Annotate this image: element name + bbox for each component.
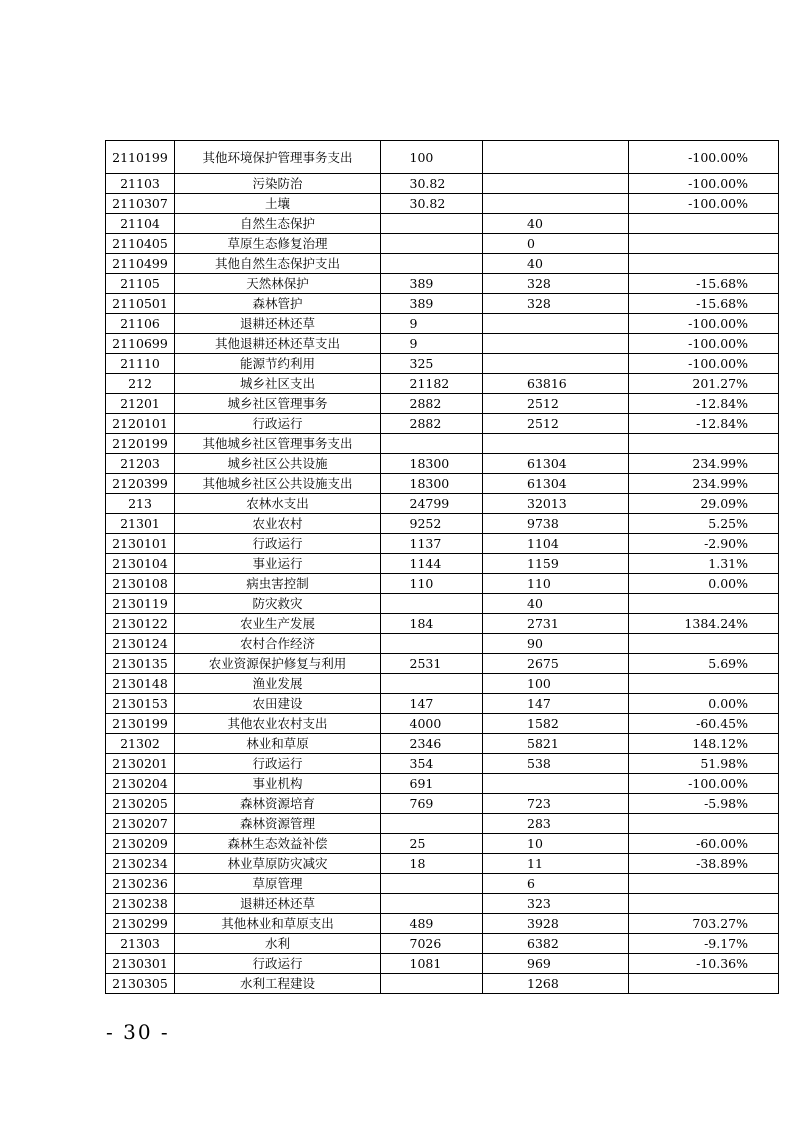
cell-value-1-text: 389 — [409, 276, 434, 291]
cell-name: 城乡社区管理事务 — [175, 394, 381, 414]
cell-value-1-text: 354 — [409, 756, 434, 771]
cell-value-1-text: 9 — [409, 316, 418, 331]
cell-value-2: 323 — [483, 894, 629, 914]
cell-name: 其他城乡社区公共设施支出 — [175, 474, 381, 494]
cell-value-1-text: 18300 — [409, 456, 450, 471]
cell-change-percent: -12.84% — [629, 414, 779, 434]
cell-value-1 — [381, 141, 483, 174]
cell-value-1 — [381, 534, 483, 554]
cell-change-percent: -60.00% — [629, 834, 779, 854]
cell-code: 2130101 — [106, 534, 175, 554]
cell-change-percent: -15.68% — [629, 274, 779, 294]
cell-value-1-text: 9252 — [409, 516, 442, 531]
cell-value-2: 328 — [483, 274, 629, 294]
cell-name: 农田建设 — [175, 694, 381, 714]
table-row — [106, 654, 779, 674]
cell-name: 林业和草原 — [175, 734, 381, 754]
table-body — [106, 141, 779, 994]
cell-value-1 — [381, 874, 483, 894]
cell-value-1-text: 25 — [409, 836, 426, 851]
cell-code: 2130199 — [106, 714, 175, 734]
cell-value-1 — [381, 754, 483, 774]
cell-value-2: 40 — [483, 254, 629, 274]
cell-value-1-text: 1137 — [409, 536, 442, 551]
cell-code: 2120101 — [106, 414, 175, 434]
cell-value-2: 723 — [483, 794, 629, 814]
cell-value-1-text: 489 — [409, 916, 434, 931]
cell-value-1 — [381, 714, 483, 734]
cell-code: 2110501 — [106, 294, 175, 314]
cell-value-1-text: 24799 — [409, 496, 450, 511]
cell-name: 土壤 — [175, 194, 381, 214]
table-row — [106, 474, 779, 494]
cell-value-2: 2512 — [483, 394, 629, 414]
cell-name: 农业生产发展 — [175, 614, 381, 634]
cell-value-1-text: 9 — [409, 336, 418, 351]
cell-value-2: 10 — [483, 834, 629, 854]
cell-code: 2120399 — [106, 474, 175, 494]
cell-change-percent: -60.45% — [629, 714, 779, 734]
cell-value-1-text: 769 — [409, 796, 434, 811]
cell-code: 21302 — [106, 734, 175, 754]
cell-value-2 — [483, 314, 629, 334]
cell-name: 行政运行 — [175, 954, 381, 974]
table-row — [106, 354, 779, 374]
table-row — [106, 374, 779, 394]
cell-change-percent: -10.36% — [629, 954, 779, 974]
cell-value-2: 9738 — [483, 514, 629, 534]
cell-value-1 — [381, 794, 483, 814]
table-row — [106, 814, 779, 834]
cell-code: 21201 — [106, 394, 175, 414]
cell-value-1 — [381, 914, 483, 934]
cell-value-2: 6 — [483, 874, 629, 894]
cell-value-1 — [381, 494, 483, 514]
cell-value-2: 1159 — [483, 554, 629, 574]
cell-name: 林业草原防灾减灾 — [175, 854, 381, 874]
cell-code: 213 — [106, 494, 175, 514]
cell-name: 水利工程建设 — [175, 974, 381, 994]
cell-value-1 — [381, 354, 483, 374]
cell-name: 森林资源管理 — [175, 814, 381, 834]
cell-value-1 — [381, 774, 483, 794]
cell-value-1 — [381, 314, 483, 334]
table-row — [106, 454, 779, 474]
cell-change-percent: -100.00% — [629, 174, 779, 194]
table-row — [106, 974, 779, 994]
table-row — [106, 954, 779, 974]
cell-code: 2130234 — [106, 854, 175, 874]
cell-value-2: 32013 — [483, 494, 629, 514]
table-row — [106, 894, 779, 914]
cell-change-percent — [629, 234, 779, 254]
cell-change-percent: 1384.24% — [629, 614, 779, 634]
cell-change-percent — [629, 974, 779, 994]
table-row — [106, 774, 779, 794]
cell-value-2: 110 — [483, 574, 629, 594]
cell-value-2: 61304 — [483, 474, 629, 494]
cell-value-1 — [381, 694, 483, 714]
cell-code: 2130299 — [106, 914, 175, 934]
table-row — [106, 214, 779, 234]
table-row — [106, 594, 779, 614]
cell-value-1 — [381, 894, 483, 914]
cell-name: 水利 — [175, 934, 381, 954]
cell-value-1-text: 184 — [409, 616, 434, 631]
cell-name: 事业机构 — [175, 774, 381, 794]
cell-change-percent — [629, 674, 779, 694]
cell-name: 渔业发展 — [175, 674, 381, 694]
budget-table — [105, 140, 779, 994]
cell-value-2: 63816 — [483, 374, 629, 394]
table-row — [106, 234, 779, 254]
cell-value-2 — [483, 334, 629, 354]
cell-value-2: 1268 — [483, 974, 629, 994]
cell-name: 污染防治 — [175, 174, 381, 194]
cell-change-percent: -15.68% — [629, 294, 779, 314]
cell-value-2: 40 — [483, 594, 629, 614]
cell-value-1-text: 1081 — [409, 956, 442, 971]
cell-value-1 — [381, 234, 483, 254]
cell-value-2: 2675 — [483, 654, 629, 674]
cell-change-percent: 0.00% — [629, 574, 779, 594]
table-row — [106, 754, 779, 774]
cell-value-1 — [381, 594, 483, 614]
table-row — [106, 734, 779, 754]
cell-value-1-text: 147 — [409, 696, 434, 711]
cell-name: 其他城乡社区管理事务支出 — [175, 434, 381, 454]
table-row — [106, 174, 779, 194]
cell-value-1-text: 1144 — [409, 556, 442, 571]
table-row — [106, 434, 779, 454]
table-row — [106, 794, 779, 814]
cell-code: 21303 — [106, 934, 175, 954]
cell-value-2: 1582 — [483, 714, 629, 734]
cell-code: 21301 — [106, 514, 175, 534]
cell-name: 农林水支出 — [175, 494, 381, 514]
cell-name: 病虫害控制 — [175, 574, 381, 594]
cell-change-percent: 5.25% — [629, 514, 779, 534]
cell-value-1 — [381, 834, 483, 854]
cell-value-1 — [381, 474, 483, 494]
cell-change-percent: -100.00% — [629, 354, 779, 374]
cell-value-1 — [381, 934, 483, 954]
cell-name: 其他农业农村支出 — [175, 714, 381, 734]
cell-value-2: 1104 — [483, 534, 629, 554]
cell-code: 2130108 — [106, 574, 175, 594]
cell-change-percent: -100.00% — [629, 334, 779, 354]
table-row — [106, 614, 779, 634]
cell-value-2 — [483, 174, 629, 194]
cell-name: 退耕还林还草 — [175, 894, 381, 914]
cell-value-1 — [381, 214, 483, 234]
table-row — [106, 334, 779, 354]
cell-code: 2110307 — [106, 194, 175, 214]
cell-name: 退耕还林还草 — [175, 314, 381, 334]
cell-value-1 — [381, 954, 483, 974]
cell-change-percent: 703.27% — [629, 914, 779, 934]
table-row — [106, 194, 779, 214]
table-row — [106, 141, 779, 174]
cell-change-percent: -12.84% — [629, 394, 779, 414]
cell-code: 2130148 — [106, 674, 175, 694]
cell-code: 2130104 — [106, 554, 175, 574]
cell-change-percent: -38.89% — [629, 854, 779, 874]
cell-value-1 — [381, 174, 483, 194]
cell-change-percent: -100.00% — [629, 194, 779, 214]
cell-name: 其他退耕还林还草支出 — [175, 334, 381, 354]
cell-value-1 — [381, 294, 483, 314]
cell-name: 农业资源保护修复与利用 — [175, 654, 381, 674]
cell-value-2: 61304 — [483, 454, 629, 474]
table-row — [106, 574, 779, 594]
cell-name: 草原管理 — [175, 874, 381, 894]
cell-value-1-text: 2882 — [409, 416, 442, 431]
cell-name: 其他环境保护管理事务支出 — [175, 141, 381, 174]
cell-value-2: 538 — [483, 754, 629, 774]
cell-value-1-text: 21182 — [409, 376, 450, 391]
cell-value-2: 6382 — [483, 934, 629, 954]
cell-value-1-text: 4000 — [409, 716, 442, 731]
cell-value-1-text: 18300 — [409, 476, 450, 491]
cell-change-percent: -5.98% — [629, 794, 779, 814]
cell-code: 2110499 — [106, 254, 175, 274]
cell-value-1 — [381, 274, 483, 294]
cell-value-1 — [381, 414, 483, 434]
cell-change-percent — [629, 594, 779, 614]
cell-value-1 — [381, 734, 483, 754]
cell-code: 2130236 — [106, 874, 175, 894]
cell-code: 2110405 — [106, 234, 175, 254]
cell-value-1 — [381, 574, 483, 594]
cell-change-percent — [629, 214, 779, 234]
cell-name: 防灾救灾 — [175, 594, 381, 614]
cell-value-1-text: 18 — [409, 856, 426, 871]
cell-change-percent — [629, 814, 779, 834]
cell-value-1 — [381, 634, 483, 654]
cell-value-1-text: 30.82 — [409, 176, 446, 191]
cell-value-1 — [381, 514, 483, 534]
cell-value-1-text: 2882 — [409, 396, 442, 411]
cell-value-2: 100 — [483, 674, 629, 694]
cell-name: 行政运行 — [175, 754, 381, 774]
cell-value-1-text: 7026 — [409, 936, 442, 951]
cell-code: 2110699 — [106, 334, 175, 354]
cell-value-1 — [381, 374, 483, 394]
cell-name: 森林资源培育 — [175, 794, 381, 814]
cell-value-2 — [483, 354, 629, 374]
table-row — [106, 274, 779, 294]
cell-value-1 — [381, 554, 483, 574]
cell-value-1 — [381, 614, 483, 634]
table-row — [106, 694, 779, 714]
cell-code: 2130209 — [106, 834, 175, 854]
cell-value-1 — [381, 854, 483, 874]
table-row — [106, 914, 779, 934]
cell-name: 行政运行 — [175, 414, 381, 434]
cell-value-2: 90 — [483, 634, 629, 654]
table-row — [106, 534, 779, 554]
cell-value-1 — [381, 394, 483, 414]
table-row — [106, 554, 779, 574]
cell-value-2: 2731 — [483, 614, 629, 634]
cell-value-2: 283 — [483, 814, 629, 834]
cell-name: 城乡社区公共设施 — [175, 454, 381, 474]
table-row — [106, 514, 779, 534]
cell-value-2: 969 — [483, 954, 629, 974]
cell-change-percent — [629, 874, 779, 894]
cell-name: 行政运行 — [175, 534, 381, 554]
cell-code: 2130238 — [106, 894, 175, 914]
table-row — [106, 494, 779, 514]
cell-value-2: 5821 — [483, 734, 629, 754]
table-row — [106, 854, 779, 874]
cell-code: 2130135 — [106, 654, 175, 674]
cell-value-1-text: 100 — [409, 149, 434, 165]
cell-name: 事业运行 — [175, 554, 381, 574]
cell-value-1-text: 691 — [409, 776, 434, 791]
cell-change-percent — [629, 894, 779, 914]
cell-code: 21110 — [106, 354, 175, 374]
cell-value-1 — [381, 974, 483, 994]
table-row — [106, 294, 779, 314]
cell-value-1-text: 2346 — [409, 736, 442, 751]
cell-value-1 — [381, 454, 483, 474]
table-row — [106, 714, 779, 734]
cell-change-percent: 29.09% — [629, 494, 779, 514]
cell-code: 2120199 — [106, 434, 175, 454]
cell-change-percent: 51.98% — [629, 754, 779, 774]
cell-code: 2130201 — [106, 754, 175, 774]
table-row — [106, 414, 779, 434]
cell-change-percent: 201.27% — [629, 374, 779, 394]
cell-code: 21203 — [106, 454, 175, 474]
cell-value-1 — [381, 334, 483, 354]
cell-change-percent: 5.69% — [629, 654, 779, 674]
cell-code: 2130153 — [106, 694, 175, 714]
cell-change-percent — [629, 254, 779, 274]
cell-value-1 — [381, 654, 483, 674]
cell-value-1-text: 30.82 — [409, 196, 446, 211]
cell-value-2: 328 — [483, 294, 629, 314]
table-row — [106, 254, 779, 274]
cell-change-percent: -100.00% — [629, 774, 779, 794]
cell-code: 2130205 — [106, 794, 175, 814]
cell-code: 2130119 — [106, 594, 175, 614]
cell-value-2: 2512 — [483, 414, 629, 434]
table-row — [106, 634, 779, 654]
cell-value-2: 11 — [483, 854, 629, 874]
cell-name: 城乡社区支出 — [175, 374, 381, 394]
cell-value-1-text: 110 — [409, 576, 434, 591]
cell-code: 2130305 — [106, 974, 175, 994]
cell-code: 2130204 — [106, 774, 175, 794]
cell-change-percent: -9.17% — [629, 934, 779, 954]
cell-code: 2130124 — [106, 634, 175, 654]
cell-value-2: 40 — [483, 214, 629, 234]
cell-code: 2130122 — [106, 614, 175, 634]
cell-code: 2130207 — [106, 814, 175, 834]
cell-value-2 — [483, 141, 629, 174]
cell-name: 天然林保护 — [175, 274, 381, 294]
cell-value-2: 147 — [483, 694, 629, 714]
cell-change-percent: 234.99% — [629, 474, 779, 494]
cell-value-1 — [381, 434, 483, 454]
cell-change-percent: 1.31% — [629, 554, 779, 574]
cell-value-1 — [381, 194, 483, 214]
cell-value-2 — [483, 774, 629, 794]
cell-change-percent: -100.00% — [629, 314, 779, 334]
cell-change-percent: -2.90% — [629, 534, 779, 554]
table-row — [106, 674, 779, 694]
cell-name: 自然生态保护 — [175, 214, 381, 234]
cell-name: 森林管护 — [175, 294, 381, 314]
cell-name: 其他林业和草原支出 — [175, 914, 381, 934]
cell-change-percent: 0.00% — [629, 694, 779, 714]
cell-value-1 — [381, 254, 483, 274]
table-row — [106, 314, 779, 334]
cell-code: 21103 — [106, 174, 175, 194]
cell-change-percent — [629, 634, 779, 654]
cell-change-percent: -100.00% — [629, 141, 779, 174]
cell-value-2 — [483, 434, 629, 454]
cell-code: 212 — [106, 374, 175, 394]
cell-name: 其他自然生态保护支出 — [175, 254, 381, 274]
cell-value-2: 3928 — [483, 914, 629, 934]
table-row — [106, 834, 779, 854]
cell-value-1 — [381, 814, 483, 834]
cell-code: 2110199 — [106, 141, 175, 174]
cell-change-percent — [629, 434, 779, 454]
table-row — [106, 934, 779, 954]
cell-code: 21105 — [106, 274, 175, 294]
cell-value-1 — [381, 674, 483, 694]
cell-value-2: 0 — [483, 234, 629, 254]
cell-name: 农业农村 — [175, 514, 381, 534]
cell-value-1-text: 389 — [409, 296, 434, 311]
cell-name: 森林生态效益补偿 — [175, 834, 381, 854]
cell-name: 草原生态修复治理 — [175, 234, 381, 254]
cell-code: 21104 — [106, 214, 175, 234]
cell-value-1-text: 2531 — [409, 656, 442, 671]
table-row — [106, 394, 779, 414]
table-row — [106, 874, 779, 894]
cell-code: 21106 — [106, 314, 175, 334]
cell-value-1-text: 325 — [409, 356, 434, 371]
cell-name: 能源节约利用 — [175, 354, 381, 374]
page-number: - 30 - — [106, 1020, 170, 1044]
cell-code: 2130301 — [106, 954, 175, 974]
cell-change-percent: 148.12% — [629, 734, 779, 754]
cell-value-2 — [483, 194, 629, 214]
cell-name: 农村合作经济 — [175, 634, 381, 654]
cell-change-percent: 234.99% — [629, 454, 779, 474]
